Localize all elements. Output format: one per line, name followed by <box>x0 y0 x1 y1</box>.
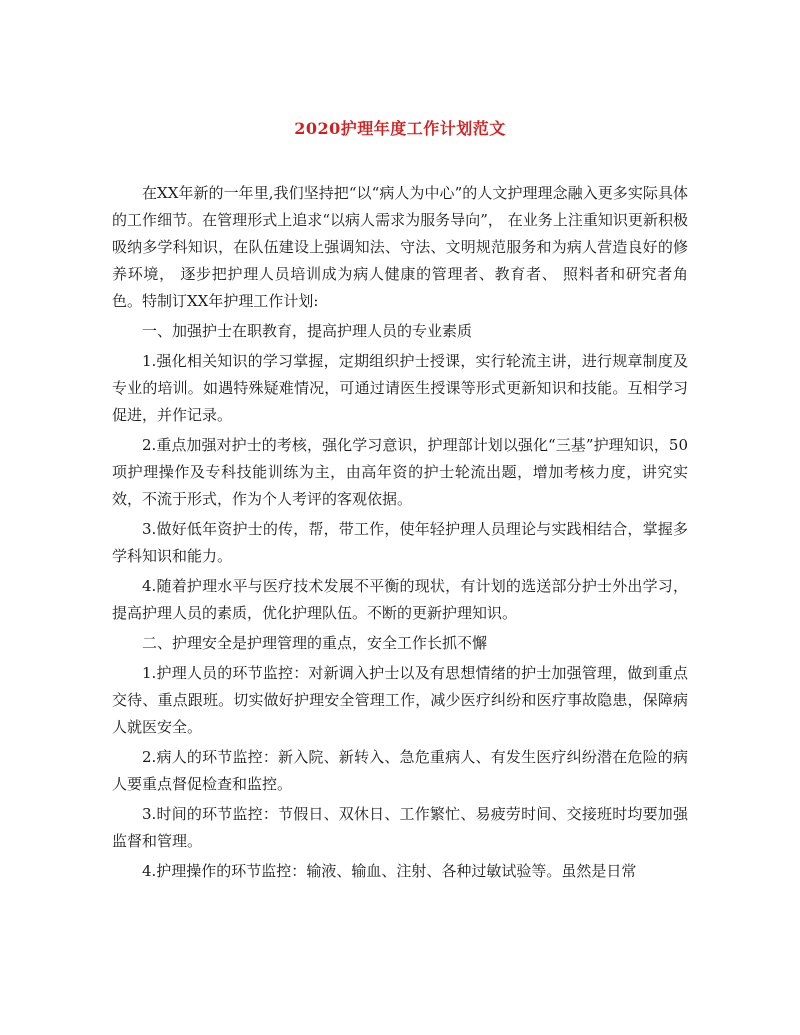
list-item-2-4: 4.护理操作的环节监控：输液、输血、注射、各种过敏试验等。虽然是日常 <box>142 862 637 880</box>
list-item-2-1: 1.护理人员的环节监控：对新调入护士以及有思想情绪的护士加强管理，做到重点交待、重点跟班。切实做好护理安全管理工作，减少医疗纠纷和医疗事故隐患，保障病人就医安全。 <box>112 664 688 736</box>
list-item-2-3: 3.时间的环节监控：节假日、双休日、工作繁忙、易疲劳时间、交接班时均要加强监督和管理。 <box>112 805 688 850</box>
intro-paragraph: 在XX年新的一年里,我们坚持把“以“病人为中心”的人文护理理念融入更多实际具体的工作细节。在管理形式上追求“以病人需求为服务导向”， 在业务上注重知识更新积极吸纳多学科知识，在队伍建设上强调知法、守法、文明规范服务和为病人营造良好的修养环境， 逐步把护理人员培训成为病人健康的管理者、教育者、 照料者和研究者角色。特制订XX年护理工作计划: <box>112 184 688 310</box>
section-heading-1: 一、加强护士在职教育，提高护理人员的专业素质 <box>142 322 473 340</box>
document-title: 2020护理年度工作计划范文 <box>294 119 506 138</box>
list-item-2-2: 2.病人的环节监控：新入院、新转入、急危重病人、有发生医疗纠纷潜在危险的病人要重点督促检查和监控。 <box>112 748 688 793</box>
list-item-1-4: 4.随着护理水平与医疗技术发展不平衡的现状，有计划的选送部分护士外出学习，提高护理人员的素质，优化护理队伍。不断的更新护理知识。 <box>112 577 688 622</box>
document-body <box>112 180 688 885</box>
section-heading-2: 二、护理安全是护理管理的重点，安全工作长抓不懈 <box>142 634 488 652</box>
list-item-1-1: 1.强化相关知识的学习掌握，定期组织护士授课，实行轮流主讲，进行规章制度及专业的培训。如遇特殊疑难情况，可通过请医生授课等形式更新知识和技能。互相学习促进，并作记录。 <box>112 352 688 424</box>
list-item-1-2: 2.重点加强对护士的考核，强化学习意识，护理部计划以强化“三基”护理知识，50项护理操作及专科技能训练为主，由高年资的护士轮流出题，增加考核力度，讲究实效，不流于形式，作为个人考评的客观依据。 <box>112 436 688 508</box>
list-item-1-3: 3.做好低年资护士的传，帮，带工作，使年轻护理人员理论与实践相结合，掌握多学科知识和能力。 <box>112 520 688 565</box>
